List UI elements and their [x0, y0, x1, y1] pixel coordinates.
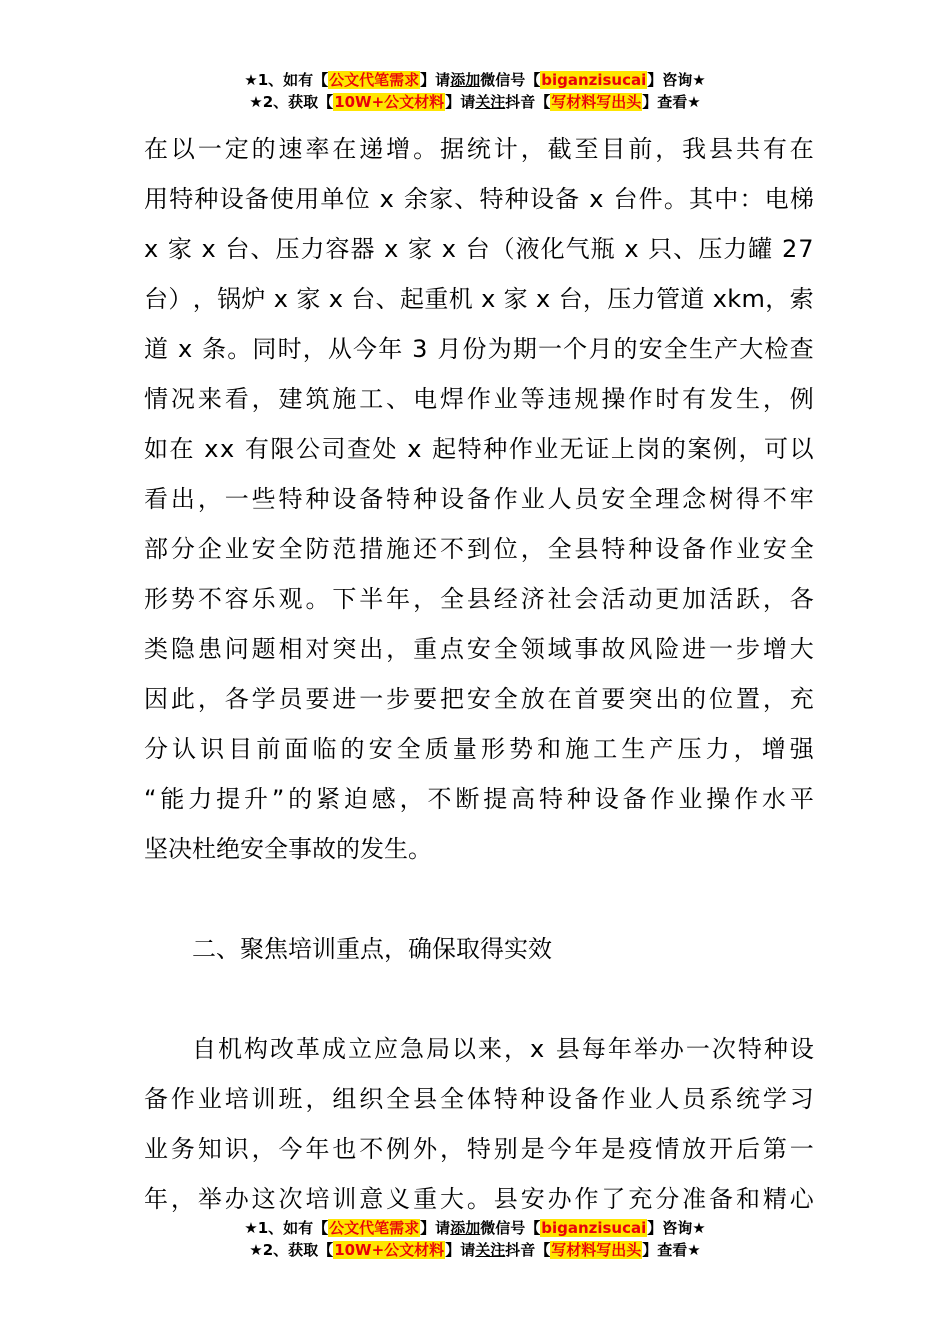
document-body [144, 124, 814, 1224]
text-line: 形 势 不 容 乐 观 。 下 半 年 ， 全 县 经 济 社 会 活 动 更 加 活 跃 ， 各 [144, 585, 814, 613]
banner-line-1: ★1、如有【公文代笔需求】请添加微信号【biganzisucai】咨询★ [244, 1219, 706, 1237]
text-line: 情 况 来 看 ， 建 筑 施 工 、 电 焊 作 业 等 违 规 操 作 时 有 发 生 ， 例 [144, 385, 814, 413]
text-line: 业 务 知 识 ， 今 年 也 不 例 外 ， 特 别 是 今 年 是 疫 情 放 开 后 第 一 [144, 1135, 814, 1163]
banner-tag-writing-service: 公文代笔需求 [329, 71, 420, 89]
text-line: 年 ， 举 办 这 次 培 训 意 义 重 大 。 县 安 办 作 了 充 分 准 备 和 精 心 [144, 1185, 814, 1213]
banner-tag-materials: 10W+公文材料 [334, 93, 445, 111]
banner-line-1: ★1、如有【公文代笔需求】请添加微信号【biganzisucai】咨询★ [244, 71, 706, 89]
paragraph-2 [144, 1024, 814, 1224]
section-heading: 二、聚焦培训重点，确保取得实效 [192, 935, 552, 963]
text-line: 类 隐 患 问 题 相 对 突 出 ， 重 点 安 全 领 域 事 故 风 险 进 一 步 增 大 [144, 635, 814, 663]
banner-line-2: ★2、获取【10W+公文材料】请关注抖音【写材料写出头】查看★ [249, 1241, 701, 1259]
banner-line-2: ★2、获取【10W+公文材料】请关注抖音【写材料写出头】查看★ [249, 93, 701, 111]
banner-tag-wechat-id: biganzisucai [541, 1219, 647, 1237]
banner-tag-materials: 10W+公文材料 [334, 1241, 445, 1259]
banner-tag-writing-service: 公文代笔需求 [329, 1219, 420, 1237]
text-line: 分 认 识 目 前 面 临 的 安 全 质 量 形 势 和 施 工 生 产 压 力 ， 增 强 [144, 735, 814, 763]
text-line: x 家 x 台 、 压 力 容 器 x 家 x 台 （ 液 化 气 瓶 x 只 、 压 力 罐 2 7 [144, 235, 814, 263]
text-line: 台 ） ， 锅 炉 x 家 x 台 、 起 重 机 x 家 x 台 ， 压 力 管 道 x k m ， 索 [144, 285, 814, 313]
header-banner [0, 70, 950, 114]
paragraph-1 [144, 124, 814, 874]
text-line: 因 此 ， 各 学 员 要 进 一 步 要 把 安 全 放 在 首 要 突 出 的 位 置 ， 充 [144, 685, 814, 713]
banner-tag-douyin: 写材料写出头 [551, 93, 642, 111]
footer-banner [0, 1218, 950, 1262]
text-line: 自 机 构 改 革 成 立 应 急 局 以 来 ， x 县 每 年 举 办 一 次 特 种 设 [192, 1035, 814, 1063]
text-line: 坚决杜绝安全事故的发生。 [144, 835, 432, 863]
text-line: 如 在 x x 有 限 公 司 查 处 x 起 特 种 作 业 无 证 上 岗 的 案 例 ， 可 以 [144, 435, 814, 463]
text-line: 在 以 一 定 的 速 率 在 递 增 。 据 统 计 ， 截 至 目 前 ， 我 县 共 有 在 [144, 135, 814, 163]
text-line: 道 x 条 。 同 时 ， 从 今 年 3 月 份 为 期 一 个 月 的 安 全 生 产 大 检 查 [144, 335, 814, 363]
banner-tag-wechat-id: biganzisucai [541, 71, 647, 89]
text-line: “ 能 力 提 升 ” 的 紧 迫 感 ， 不 断 提 高 特 种 设 备 作 业 操 作 水 平 [144, 785, 814, 813]
text-line: 看 出 ， 一 些 特 种 设 备 特 种 设 备 作 业 人 员 安 全 理 念 树 得 不 牢 [144, 485, 814, 513]
text-line: 备 作 业 培 训 班 ， 组 织 全 县 全 体 特 种 设 备 作 业 人 员 系 统 学 习 [144, 1085, 814, 1113]
banner-tag-douyin: 写材料写出头 [551, 1241, 642, 1259]
text-line: 部 分 企 业 安 全 防 范 措 施 还 不 到 位 ， 全 县 特 种 设 备 作 业 安 全 [144, 535, 814, 563]
text-line: 用 特 种 设 备 使 用 单 位 x 余 家 、 特 种 设 备 x 台 件 。 其 中 ： 电 梯 [144, 185, 814, 213]
